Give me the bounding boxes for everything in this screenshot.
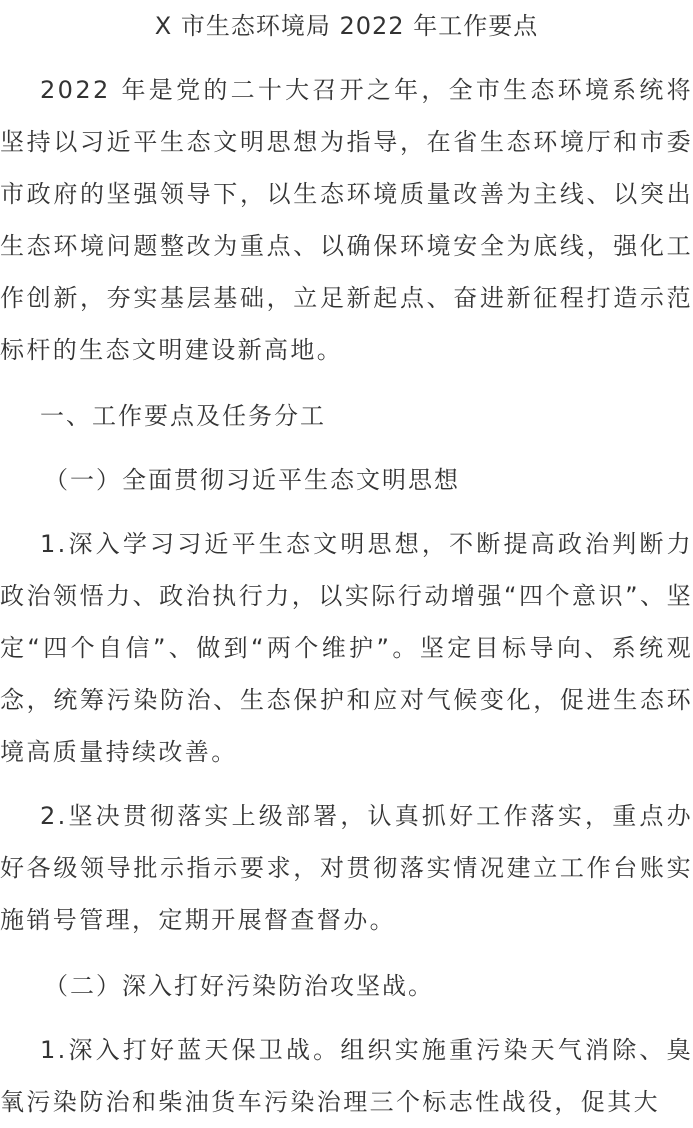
- section-heading: 一、工作要点及任务分工: [40, 402, 326, 430]
- subsection-heading: （一）全面贯彻习近平生态文明思想: [44, 466, 460, 494]
- paragraph-item: 1.深入学习习近平生态文明思想，不断提高政治判断力政治领悟力、政治执行力，以实际行动增强“四个意识”、坚定“四个自信”、做到“两个维护”。坚定目标导向、系统观念，统筹污染防治、生态保护和应对气候变化，促进生态环境高质量持续改善。: [0, 530, 693, 766]
- intro-paragraph: 2022 年是党的二十大召开之年，全市生态环境系统将坚持以习近平生态文明思想为指导，在省生态环境厅和市委市政府的坚强领导下，以生态环境质量改善为主线、以突出生态环境问题整改为重点、以确保环境安全为底线，强化工作创新，夯实基层基础，立足新起点、奋进新征程打造示范标杆的生态文明建设新高地。: [0, 76, 693, 364]
- subsection-heading: （二）深入打好污染防治攻坚战。: [44, 972, 434, 1000]
- paragraph-item: 2.坚决贯彻落实上级部署，认真抓好工作落实，重点办好各级领导批示指示要求，对贯彻落实情况建立工作台账实施销号管理，定期开展督查督办。: [0, 802, 693, 934]
- document-title: X 市生态环境局 2022 年工作要点: [154, 12, 539, 40]
- paragraph-item: 1.深入打好蓝天保卫战。组织实施重污染天气消除、臭氧污染防治和柴油货车污染治理三个标志性战役，促其大: [0, 1036, 693, 1116]
